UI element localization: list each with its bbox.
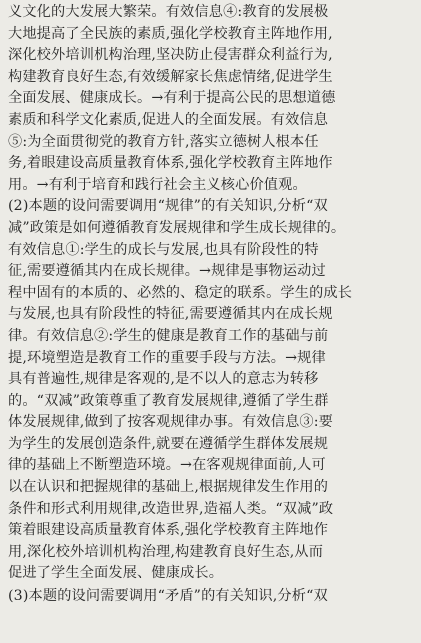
text-line: 程中固有的本质的、必然的、稳定的联系。学生的成长 bbox=[8, 284, 353, 301]
text-line: 与发展,也具有阶段性的特征,需要遵循其内在成长规 bbox=[8, 306, 333, 323]
text-line: 义文化的大发展大繁荣。有效信息④:教育的发展极 bbox=[8, 4, 329, 20]
text-line: 减”政策是如何遵循教育发展规律和学生成长规律的。 bbox=[8, 219, 346, 236]
document-page bbox=[8, 2, 416, 643]
text-line: 构建教育良好生态,有效缓解家长焦虑情绪,促进学生 bbox=[8, 68, 333, 85]
text-line: 有效信息①:学生的成长与发展,也具有阶段性的特 bbox=[8, 241, 319, 258]
text-line: 用。→有利于培育和践行社会主义核心价值观。 bbox=[8, 176, 307, 193]
text-line: 策着眼建设高质量教育体系,强化学校教育主阵地作 bbox=[8, 522, 329, 539]
text-line: 律的基础上不断塑造环境。→在客观规律面前,人可 bbox=[8, 457, 326, 474]
text-line-partial: (3)本题的设问需要调用“矛盾”的有关知识,分析“双 bbox=[8, 588, 328, 605]
text-line: 用,深化校外培训机构治理,构建教育良好生态,从而 bbox=[8, 543, 324, 560]
text-line: 的。“双减”政策尊重了教育发展规律,遵循了学生群 bbox=[8, 392, 329, 409]
text-line: 律。有效信息②:学生的健康是教育工作的基础与前 bbox=[8, 327, 329, 344]
text-line: 大地提高了全民族的素质,强化学校教育主阵地作用, bbox=[8, 25, 333, 42]
text-line: 以在认识和把握规律的基础上,根据规律发生作用的 bbox=[8, 479, 329, 496]
text-line: 全面发展、健康成长。→有利于提高公民的思想道德 bbox=[8, 90, 336, 107]
text-line: 体发展规律,做到了按客观规律办事。有效信息③:要 bbox=[8, 414, 334, 431]
text-line: 务,着眼建设高质量教育体系,强化学校教育主阵地作 bbox=[8, 155, 333, 172]
text-line: 素质和科学文化素质,促进人的全面发展。有效信息 bbox=[8, 111, 329, 128]
text-line: 条件和形式利用规律,改造世界,造福人类。“双减”政 bbox=[8, 500, 334, 517]
text-line: 征,需要遵循其内在成长规律。→规律是事物运动过 bbox=[8, 263, 326, 280]
text-line: 为学生的发展创造条件,就要在遵循学生群体发展规 bbox=[8, 435, 329, 452]
text-line: (2)本题的设问需要调用“规律”的有关知识,分析“双 bbox=[8, 198, 328, 215]
text-line: 深化校外培训机构治理,坚决防止侵害群众利益行为, bbox=[8, 47, 333, 64]
text-line: 具有普遍性,规律是客观的,是不以人的意志为转移 bbox=[8, 371, 319, 388]
text-line: 促进了学生全面发展、健康成长。 bbox=[8, 565, 224, 582]
text-line: 提,环境塑造是教育工作的重要手段与方法。→规律 bbox=[8, 349, 326, 366]
text-line: ⑤:为全面贯彻党的教育方针,落实立德树人根本任 bbox=[8, 133, 319, 150]
